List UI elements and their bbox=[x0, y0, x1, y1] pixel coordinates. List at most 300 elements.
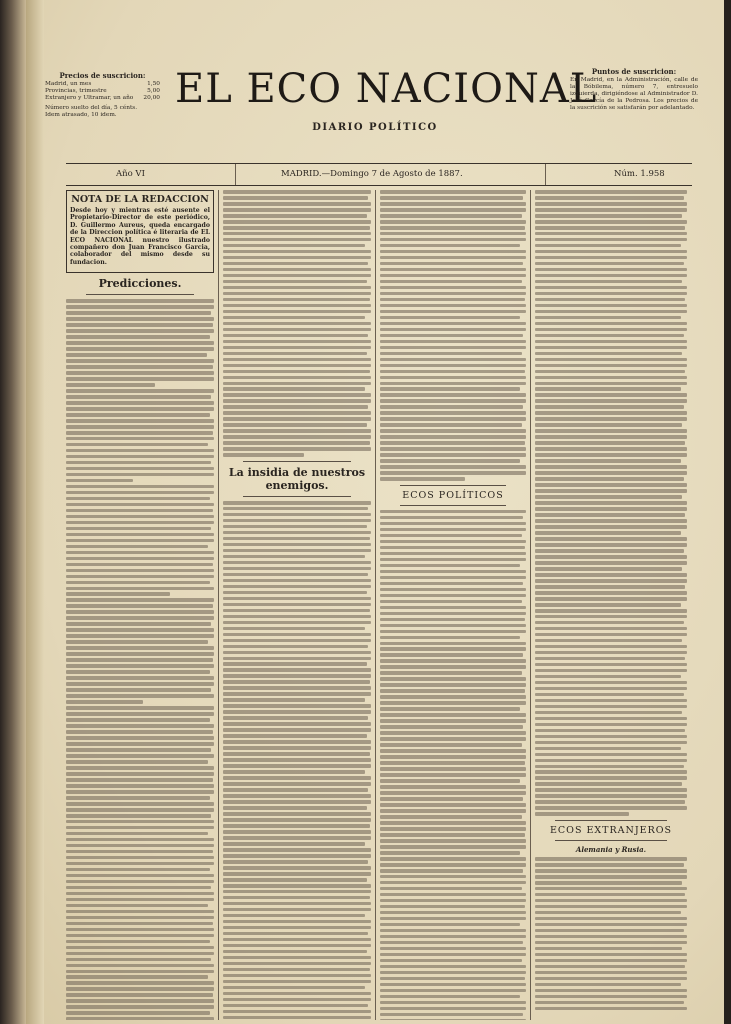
text-line bbox=[380, 214, 522, 218]
text-line bbox=[535, 923, 687, 927]
text-line bbox=[223, 639, 371, 643]
text-line bbox=[223, 304, 371, 308]
text-line bbox=[223, 728, 371, 732]
text-line bbox=[66, 628, 214, 632]
text-line bbox=[223, 866, 371, 870]
text-line bbox=[380, 190, 526, 194]
text-line bbox=[535, 202, 687, 206]
text-line bbox=[535, 621, 684, 625]
text-line bbox=[66, 437, 214, 441]
text-line bbox=[223, 956, 371, 960]
text-line bbox=[535, 977, 687, 981]
text-line bbox=[380, 600, 522, 604]
text-line bbox=[535, 959, 687, 963]
text-line bbox=[223, 716, 368, 720]
heading-rule bbox=[86, 294, 194, 295]
text-line bbox=[66, 790, 214, 794]
text-line bbox=[535, 190, 687, 194]
text-line bbox=[535, 585, 685, 589]
text-line bbox=[535, 675, 681, 679]
text-line bbox=[380, 453, 526, 457]
heading-rule bbox=[400, 505, 506, 506]
text-line bbox=[66, 377, 214, 381]
text-line bbox=[66, 850, 213, 854]
subscription-points-text: En Madrid, en la Administración, calle de la Bóbilema, número 7, entresuelo izquierda, dirigiéndose al Administrador D. José García de la Pedrosa. Los precios de la suscrición se satisfarán por adelantado. bbox=[570, 77, 698, 111]
text-line bbox=[66, 730, 213, 734]
text-line bbox=[535, 274, 687, 278]
text-line bbox=[380, 869, 523, 873]
text-line bbox=[380, 839, 526, 843]
article-body-continued bbox=[223, 190, 371, 457]
text-line bbox=[66, 371, 214, 375]
text-line bbox=[535, 633, 687, 637]
text-line bbox=[223, 740, 371, 744]
text-line bbox=[66, 916, 214, 920]
text-line bbox=[380, 630, 526, 634]
text-line bbox=[535, 651, 687, 655]
text-line bbox=[380, 477, 465, 481]
issue-dateline: MADRID.—Domingo 7 de Agosto de 1887. bbox=[281, 169, 463, 179]
text-line bbox=[223, 686, 371, 690]
text-line bbox=[223, 770, 365, 774]
text-line bbox=[535, 322, 687, 326]
text-line bbox=[380, 510, 526, 514]
text-line bbox=[380, 887, 522, 891]
text-line bbox=[380, 947, 526, 951]
text-line bbox=[223, 322, 371, 326]
text-line bbox=[66, 748, 211, 752]
text-line bbox=[223, 992, 371, 996]
text-line bbox=[66, 820, 214, 824]
text-line bbox=[223, 208, 371, 212]
text-line bbox=[535, 376, 687, 380]
text-line bbox=[66, 910, 214, 914]
text-line bbox=[535, 989, 687, 993]
book-spine bbox=[0, 0, 26, 1024]
text-line bbox=[223, 441, 370, 445]
text-line bbox=[380, 791, 526, 795]
text-line bbox=[66, 479, 133, 483]
text-line bbox=[223, 812, 371, 816]
text-line bbox=[535, 794, 687, 798]
text-line bbox=[223, 525, 367, 529]
text-line bbox=[66, 341, 214, 345]
text-line bbox=[535, 483, 687, 487]
text-line bbox=[223, 896, 370, 900]
text-line bbox=[66, 383, 155, 387]
text-line bbox=[223, 986, 365, 990]
text-line bbox=[66, 365, 213, 369]
text-line bbox=[223, 543, 371, 547]
text-line bbox=[66, 892, 214, 896]
text-line bbox=[66, 473, 214, 477]
text-line bbox=[535, 929, 684, 933]
text-line bbox=[223, 298, 370, 302]
text-line bbox=[380, 387, 520, 391]
text-line bbox=[66, 766, 214, 770]
text-line bbox=[535, 573, 687, 577]
text-line bbox=[380, 929, 526, 933]
text-line bbox=[535, 459, 681, 463]
editorial-note-text: Desde hoy y mientras esté ausente el Propietario-Director de este periódico, D. Guillermo Aureus, queda encargado de la Direccion política é literaria de EL ECO NACIONAL nuestro ilustrado compañero don Juan Francisco Garcia, colaborador del mismo desde su fundacion. bbox=[70, 207, 210, 266]
text-line bbox=[380, 845, 526, 849]
text-line bbox=[535, 513, 685, 517]
text-line bbox=[380, 653, 523, 657]
text-line bbox=[223, 746, 371, 750]
text-line bbox=[223, 274, 371, 278]
text-line bbox=[535, 555, 687, 559]
issue-info-bar bbox=[66, 166, 692, 184]
column-1 bbox=[66, 190, 214, 1020]
text-line bbox=[223, 537, 370, 541]
text-line bbox=[535, 579, 687, 583]
price-row: Madrid, un mes 1,50 bbox=[45, 81, 160, 87]
text-line bbox=[66, 622, 211, 626]
text-line bbox=[223, 615, 371, 619]
text-line bbox=[223, 704, 371, 708]
text-line bbox=[535, 770, 687, 774]
text-line bbox=[223, 340, 371, 344]
text-line bbox=[223, 429, 371, 433]
text-line bbox=[223, 603, 371, 607]
text-line bbox=[66, 485, 214, 489]
text-line bbox=[380, 773, 526, 777]
text-line bbox=[535, 917, 687, 921]
info-bar-divider bbox=[545, 164, 546, 185]
back-issue-note: Idem atrasado, 10 idem. bbox=[45, 112, 117, 118]
text-line bbox=[380, 244, 520, 248]
text-line bbox=[380, 863, 526, 867]
text-line bbox=[380, 851, 520, 855]
text-line bbox=[66, 604, 213, 608]
text-line bbox=[223, 872, 371, 876]
text-line bbox=[535, 669, 687, 673]
text-line bbox=[535, 537, 687, 541]
heading-rule bbox=[243, 496, 351, 497]
text-line bbox=[535, 723, 687, 727]
text-line bbox=[535, 759, 687, 763]
text-line bbox=[535, 280, 682, 284]
newspaper-title: EL ECO NACIONAL bbox=[175, 66, 598, 112]
text-line bbox=[380, 665, 526, 669]
text-line bbox=[535, 687, 687, 691]
text-line bbox=[380, 809, 526, 813]
text-line bbox=[66, 640, 208, 644]
price-row: Provincias, trimestre 5,00 bbox=[45, 88, 160, 94]
text-line bbox=[223, 519, 371, 523]
text-line bbox=[223, 854, 371, 858]
text-line bbox=[66, 419, 214, 423]
text-line bbox=[223, 358, 371, 362]
text-line bbox=[535, 941, 687, 945]
article-body-continued-4 bbox=[535, 190, 687, 816]
text-line bbox=[380, 292, 526, 296]
text-line bbox=[380, 785, 526, 789]
text-line bbox=[223, 657, 371, 661]
text-line bbox=[535, 370, 685, 374]
text-line bbox=[380, 405, 523, 409]
text-line bbox=[535, 340, 687, 344]
text-line bbox=[223, 734, 367, 738]
text-line bbox=[223, 334, 368, 338]
text-line bbox=[380, 226, 525, 230]
article-heading-insidia: La insidia de nuestros enemigos. bbox=[228, 465, 366, 492]
text-line bbox=[66, 347, 214, 351]
text-line bbox=[223, 938, 371, 942]
text-line bbox=[223, 453, 304, 457]
text-line bbox=[535, 782, 682, 786]
text-line bbox=[380, 564, 520, 568]
text-line bbox=[535, 465, 687, 469]
text-line bbox=[380, 382, 526, 386]
text-line bbox=[380, 576, 526, 580]
text-line bbox=[535, 735, 687, 739]
column-2 bbox=[223, 190, 371, 1020]
text-line bbox=[223, 609, 370, 613]
text-line bbox=[66, 946, 214, 950]
text-line bbox=[223, 352, 367, 356]
text-line bbox=[535, 531, 681, 535]
text-line bbox=[535, 788, 687, 792]
subscription-points-heading: Puntos de suscricion: bbox=[591, 67, 677, 76]
text-line bbox=[223, 860, 368, 864]
text-line bbox=[66, 497, 210, 501]
text-line bbox=[223, 549, 371, 553]
text-line bbox=[223, 214, 367, 218]
text-line bbox=[66, 569, 214, 573]
text-line bbox=[223, 370, 370, 374]
text-line bbox=[66, 940, 210, 944]
text-line bbox=[223, 974, 371, 978]
text-line bbox=[66, 658, 213, 662]
text-line bbox=[535, 705, 687, 709]
text-line bbox=[66, 407, 214, 411]
text-line bbox=[66, 844, 214, 848]
text-line bbox=[66, 646, 214, 650]
section-rule bbox=[400, 485, 506, 486]
text-line bbox=[66, 862, 214, 866]
text-line bbox=[223, 555, 365, 559]
text-line bbox=[535, 364, 687, 368]
text-line bbox=[223, 818, 371, 822]
text-line bbox=[535, 875, 687, 879]
text-line bbox=[380, 941, 523, 945]
text-line bbox=[223, 411, 371, 415]
text-line bbox=[535, 717, 687, 721]
text-line bbox=[535, 316, 681, 320]
text-line bbox=[535, 286, 687, 290]
text-line bbox=[535, 256, 687, 260]
text-line bbox=[223, 561, 371, 565]
text-line bbox=[66, 539, 214, 543]
text-line bbox=[535, 711, 682, 715]
text-line bbox=[223, 220, 371, 224]
text-line bbox=[66, 688, 211, 692]
text-line bbox=[535, 292, 687, 296]
text-line bbox=[223, 914, 365, 918]
text-line bbox=[223, 292, 371, 296]
text-line bbox=[380, 540, 526, 544]
column-divider bbox=[375, 190, 376, 1020]
article-heading-predicciones: Predicciones. bbox=[98, 277, 182, 291]
text-line bbox=[66, 682, 214, 686]
text-line bbox=[535, 747, 681, 751]
text-line bbox=[380, 881, 526, 885]
text-line bbox=[380, 304, 526, 308]
text-line bbox=[223, 399, 371, 403]
text-line bbox=[223, 776, 371, 780]
text-line bbox=[223, 579, 371, 583]
text-line bbox=[380, 677, 526, 681]
text-line bbox=[66, 981, 214, 985]
text-line bbox=[380, 689, 525, 693]
text-line bbox=[535, 765, 684, 769]
text-line bbox=[380, 471, 526, 475]
text-line bbox=[380, 552, 526, 556]
text-line bbox=[535, 609, 687, 613]
text-line bbox=[380, 346, 526, 350]
text-line bbox=[380, 582, 523, 586]
text-line bbox=[223, 980, 371, 984]
text-line bbox=[535, 800, 685, 804]
text-line bbox=[66, 449, 214, 453]
single-issue-note: Número suelto del día, 5 cénts. bbox=[45, 105, 138, 111]
text-line bbox=[535, 869, 687, 873]
text-line bbox=[380, 334, 523, 338]
text-line bbox=[535, 893, 685, 897]
text-line bbox=[535, 220, 687, 224]
text-line bbox=[223, 848, 371, 852]
text-line bbox=[535, 971, 687, 975]
text-line bbox=[535, 453, 687, 457]
text-line bbox=[223, 890, 371, 894]
text-line bbox=[535, 226, 685, 230]
text-line bbox=[380, 606, 526, 610]
text-line bbox=[380, 779, 520, 783]
text-line bbox=[66, 329, 214, 333]
text-line bbox=[535, 405, 684, 409]
text-line bbox=[535, 663, 687, 667]
text-line bbox=[223, 884, 371, 888]
column-3 bbox=[380, 190, 526, 1020]
text-line bbox=[223, 794, 371, 798]
subscription-prices-box bbox=[45, 72, 160, 119]
text-line bbox=[535, 657, 685, 661]
text-line bbox=[380, 393, 526, 397]
text-line bbox=[535, 310, 687, 314]
subscription-prices-heading: Precios de suscricion: bbox=[59, 71, 146, 80]
text-line bbox=[223, 950, 367, 954]
text-line bbox=[223, 836, 371, 840]
section-rule bbox=[555, 820, 667, 821]
text-line bbox=[380, 737, 526, 741]
text-line bbox=[380, 268, 526, 272]
text-line bbox=[66, 598, 214, 602]
text-line bbox=[380, 1013, 523, 1017]
text-line bbox=[380, 965, 526, 969]
text-line bbox=[223, 878, 367, 882]
text-line bbox=[66, 1005, 214, 1009]
text-line bbox=[223, 393, 371, 397]
page-gutter bbox=[26, 0, 44, 1024]
text-line bbox=[535, 645, 687, 649]
text-line bbox=[223, 758, 371, 762]
text-line bbox=[66, 778, 213, 782]
text-line bbox=[380, 989, 526, 993]
text-line bbox=[66, 724, 214, 728]
text-line bbox=[380, 875, 526, 879]
text-line bbox=[66, 712, 214, 716]
text-line bbox=[535, 298, 685, 302]
price-row: Extranjero y Ultramar, un año 20,00 bbox=[45, 95, 160, 101]
text-line bbox=[535, 250, 687, 254]
text-line bbox=[223, 692, 371, 696]
text-line bbox=[380, 262, 523, 266]
text-line bbox=[535, 232, 687, 236]
text-line bbox=[223, 190, 371, 194]
text-line bbox=[66, 952, 214, 956]
text-line bbox=[535, 429, 687, 433]
text-line bbox=[223, 262, 368, 266]
text-line bbox=[223, 944, 371, 948]
text-line bbox=[223, 423, 367, 427]
text-line bbox=[66, 1011, 210, 1015]
text-line bbox=[380, 423, 522, 427]
text-line bbox=[380, 767, 526, 771]
text-line bbox=[535, 441, 685, 445]
subscription-points-box bbox=[570, 68, 698, 112]
text-line bbox=[380, 893, 526, 897]
text-line bbox=[380, 618, 525, 622]
text-line bbox=[535, 346, 687, 350]
text-line bbox=[380, 256, 526, 260]
text-line bbox=[535, 905, 687, 909]
text-line bbox=[380, 340, 526, 344]
text-line bbox=[223, 651, 371, 655]
text-line bbox=[380, 624, 526, 628]
section-body-ecos-politicos bbox=[380, 510, 526, 1020]
text-line bbox=[380, 558, 526, 562]
text-line bbox=[66, 317, 214, 321]
text-line bbox=[380, 274, 526, 278]
text-line bbox=[223, 250, 371, 254]
text-line bbox=[380, 636, 520, 640]
text-line bbox=[535, 393, 687, 397]
text-line bbox=[66, 305, 214, 309]
text-line bbox=[380, 316, 520, 320]
text-line bbox=[66, 545, 208, 549]
text-line bbox=[380, 238, 526, 242]
text-line bbox=[535, 196, 684, 200]
text-line bbox=[66, 922, 213, 926]
text-line bbox=[223, 435, 371, 439]
text-line bbox=[535, 947, 682, 951]
text-line bbox=[66, 359, 214, 363]
text-line bbox=[66, 676, 214, 680]
text-line bbox=[66, 610, 214, 614]
text-line bbox=[66, 299, 214, 303]
text-line bbox=[66, 527, 211, 531]
text-line bbox=[535, 477, 684, 481]
text-line bbox=[380, 683, 526, 687]
text-line bbox=[535, 812, 629, 816]
text-line bbox=[223, 597, 371, 601]
text-line bbox=[535, 953, 687, 957]
text-line bbox=[223, 788, 368, 792]
text-line bbox=[380, 1007, 526, 1011]
editorial-note-box bbox=[66, 190, 214, 273]
text-line bbox=[66, 575, 214, 579]
